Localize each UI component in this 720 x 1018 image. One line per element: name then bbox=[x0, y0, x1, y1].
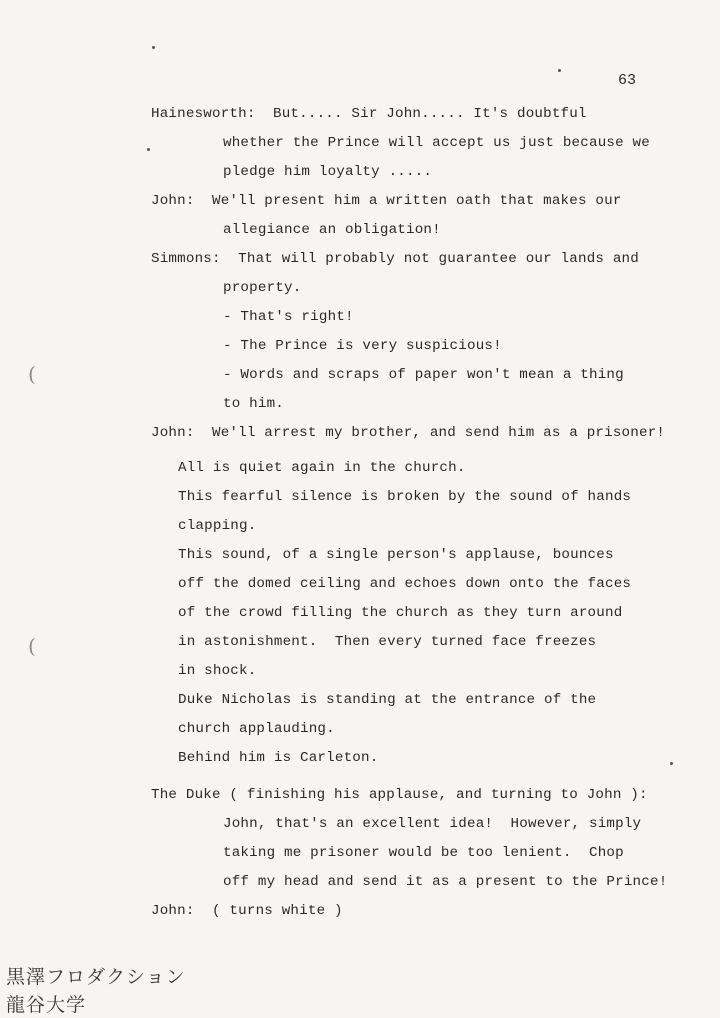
stage-direction: church applauding. bbox=[178, 721, 335, 737]
speck bbox=[558, 69, 561, 72]
dialogue-line: pledge him loyalty ..... bbox=[223, 164, 433, 180]
dialogue-line: - That's right! bbox=[223, 309, 354, 325]
stage-direction: in shock. bbox=[178, 663, 257, 679]
page-number: 63 bbox=[618, 72, 637, 89]
speck bbox=[670, 762, 673, 765]
dialogue-line: John: ( turns white ) bbox=[151, 903, 343, 919]
dialogue-line: John: We'll arrest my brother, and send him as a prisoner! bbox=[151, 425, 666, 441]
stage-direction: All is quiet again in the church. bbox=[178, 460, 466, 476]
speck bbox=[152, 46, 155, 49]
watermark-line-2: 龍谷大学 bbox=[6, 994, 87, 1016]
stage-direction: This sound, of a single person's applause, bounces bbox=[178, 547, 614, 563]
dialogue-line: off my head and send it as a present to the Prince! bbox=[223, 874, 668, 890]
stage-direction: This fearful silence is broken by the sound of hands bbox=[178, 489, 632, 505]
stage-direction: clapping. bbox=[178, 518, 257, 534]
speck bbox=[147, 148, 150, 151]
stage-direction: in astonishment. Then every turned face freezes bbox=[178, 634, 597, 650]
dialogue-line: Simmons: That will probably not guarantee our lands and bbox=[151, 251, 639, 267]
dialogue-line: allegiance an obligation! bbox=[223, 222, 441, 238]
hole-mark: ( bbox=[28, 634, 36, 658]
stage-direction: off the domed ceiling and echoes down onto the faces bbox=[178, 576, 632, 592]
dialogue-line: taking me prisoner would be too lenient. Chop bbox=[223, 845, 624, 861]
dialogue-line: - Words and scraps of paper won't mean a thing bbox=[223, 367, 624, 383]
dialogue-line: Hainesworth: But..... Sir John..... It's doubtful bbox=[151, 106, 587, 122]
hole-mark: ( bbox=[28, 362, 36, 386]
stage-direction: Duke Nicholas is standing at the entrance of the bbox=[178, 692, 597, 708]
dialogue-line: John: We'll present him a written oath that makes our bbox=[151, 193, 622, 209]
dialogue-line: - The Prince is very suspicious! bbox=[223, 338, 502, 354]
dialogue-line: to him. bbox=[223, 396, 284, 412]
dialogue-line: The Duke ( finishing his applause, and turning to John ): bbox=[151, 787, 648, 803]
dialogue-line: property. bbox=[223, 280, 302, 296]
stage-direction: of the crowd filling the church as they turn around bbox=[178, 605, 623, 621]
dialogue-line: John, that's an excellent idea! However, simply bbox=[223, 816, 642, 832]
watermark-line-1: 黒澤フロダクション bbox=[6, 966, 186, 988]
dialogue-line: whether the Prince will accept us just because we bbox=[223, 135, 650, 151]
stage-direction: Behind him is Carleton. bbox=[178, 750, 379, 766]
